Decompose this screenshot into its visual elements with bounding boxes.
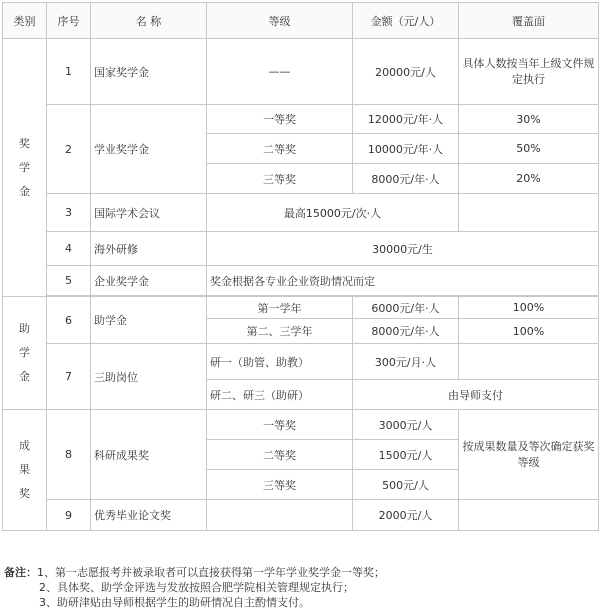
row-amount: 8000元/年·人 (353, 319, 459, 344)
row-name: 优秀毕业论文奖 (91, 500, 207, 531)
row-amount: 2000元/人 (353, 500, 459, 531)
row-coverage: 20% (459, 164, 599, 194)
table-row (3, 344, 599, 380)
table-row (3, 39, 599, 105)
row-level: 第一学年 (207, 297, 353, 319)
row-level: 第二、三学年 (207, 319, 353, 344)
row-amount: 12000元/年·人 (353, 105, 459, 134)
row-name: 海外研修 (91, 232, 207, 266)
row-number: 7 (47, 344, 91, 410)
row-level: 研一（助管、助教） (207, 344, 353, 380)
row-number: 3 (47, 194, 91, 232)
row-name: 科研成果奖 (91, 410, 207, 500)
row-level: 三等奖 (207, 164, 353, 194)
table-row (3, 266, 599, 296)
row-level: 二等奖 (207, 440, 353, 470)
row-number: 1 (47, 39, 91, 105)
table-row (3, 410, 599, 440)
row-coverage: 具体人数按当年上级文件规定执行 (459, 39, 599, 105)
table-row (3, 297, 599, 319)
row-coverage: 100% (459, 319, 599, 344)
scholarship-table (2, 2, 599, 531)
row-amount: 30000元/生 (207, 232, 599, 266)
header-category: 类别 (3, 3, 47, 39)
row-name: 学业奖学金 (91, 105, 207, 194)
row-amount: 500元/人 (353, 470, 459, 500)
category-scholarship: 奖学金 (3, 39, 47, 297)
category-achievement: 成果奖 (3, 410, 47, 531)
row-coverage-empty (459, 344, 599, 380)
row-amount: 奖金根据各专业企业资助情况而定 (207, 266, 599, 296)
row-amount: 由导师支付 (353, 380, 599, 410)
note-text: 1、第一志愿报考并被录取者可以直接获得第一学年学业奖学金一等奖； (37, 566, 385, 579)
row-coverage: 按成果数量及等次确定获奖等级 (459, 410, 599, 500)
header-name: 名 称 (91, 3, 207, 39)
table-row (3, 105, 599, 134)
row-coverage-empty (459, 500, 599, 531)
header-row (3, 3, 599, 39)
row-number: 6 (47, 297, 91, 344)
notes (4, 565, 596, 610)
row-level-empty (207, 500, 353, 531)
row-coverage: 100% (459, 297, 599, 319)
row-name: 三助岗位 (91, 344, 207, 410)
row-name: 国家奖学金 (91, 39, 207, 105)
table-row (3, 500, 599, 531)
header-level: 等级 (207, 3, 353, 39)
header-number: 序号 (47, 3, 91, 39)
category-grant: 助学金 (3, 297, 47, 410)
table-row (3, 232, 599, 266)
row-coverage: 50% (459, 134, 599, 164)
row-coverage: 30% (459, 105, 599, 134)
row-name: 企业奖学金 (91, 266, 207, 296)
row-level: 一等奖 (207, 410, 353, 440)
header-amount: 金额（元/人） (353, 3, 459, 39)
notes-label: 备注： (4, 566, 37, 579)
row-number: 8 (47, 410, 91, 500)
row-level: —— (207, 39, 353, 105)
row-coverage-empty (459, 194, 599, 232)
row-level: 二等奖 (207, 134, 353, 164)
row-amount: 3000元/人 (353, 410, 459, 440)
note-line (4, 565, 596, 580)
row-amount: 300元/月·人 (353, 344, 459, 380)
note-text: 3、助研津贴由导师根据学生的助研情况自主酌情支付。 (39, 596, 310, 609)
row-number: 9 (47, 500, 91, 531)
row-amount: 6000元/年·人 (353, 297, 459, 319)
row-level: 一等奖 (207, 105, 353, 134)
row-amount: 1500元/人 (353, 440, 459, 470)
row-level: 研二、研三（助研） (207, 380, 353, 410)
row-name: 助学金 (91, 297, 207, 344)
row-number: 2 (47, 105, 91, 194)
note-line (4, 595, 596, 610)
note-text: 2、具体奖、助学金评选与发放按照合肥学院相关管理规定执行； (39, 581, 354, 594)
row-number: 5 (47, 266, 91, 296)
row-level: 三等奖 (207, 470, 353, 500)
table-row (3, 194, 599, 232)
header-coverage: 覆盖面 (459, 3, 599, 39)
row-amount: 最高15000元/次·人 (207, 194, 459, 232)
note-line (4, 580, 596, 595)
row-name: 国际学术会议 (91, 194, 207, 232)
row-amount: 10000元/年·人 (353, 134, 459, 164)
row-amount: 8000元/年·人 (353, 164, 459, 194)
row-amount: 20000元/人 (353, 39, 459, 105)
row-number: 4 (47, 232, 91, 266)
